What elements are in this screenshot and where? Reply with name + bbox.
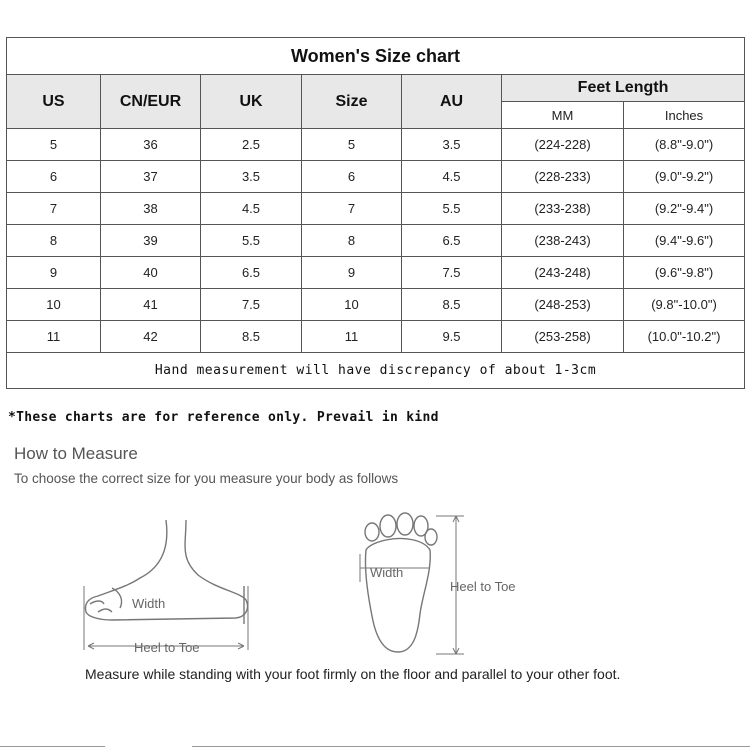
cell-au: 5.5 xyxy=(402,193,502,225)
cell-us: 8 xyxy=(7,225,101,257)
cell-us: 5 xyxy=(7,129,101,161)
cell-au: 3.5 xyxy=(402,129,502,161)
cell-mm: (243-248) xyxy=(502,257,624,289)
reference-note: *These charts are for reference only. Prevail in kind xyxy=(8,410,439,425)
table-row xyxy=(7,225,745,257)
cell-uk: 4.5 xyxy=(201,193,302,225)
cell-size: 10 xyxy=(302,289,402,321)
cell-au: 6.5 xyxy=(402,225,502,257)
cell-us: 11 xyxy=(7,321,101,353)
table-row xyxy=(7,161,745,193)
header-us: US xyxy=(7,75,101,129)
cell-inches: (9.2"-9.4") xyxy=(624,193,745,225)
cell-inches: (9.6"-9.8") xyxy=(624,257,745,289)
cell-mm: (248-253) xyxy=(502,289,624,321)
cell-inches: (9.0"-9.2") xyxy=(624,161,745,193)
cell-au: 9.5 xyxy=(402,321,502,353)
cell-cn-eur: 42 xyxy=(101,321,201,353)
cell-size: 5 xyxy=(302,129,402,161)
cell-uk: 3.5 xyxy=(201,161,302,193)
measure-caption: Measure while standing with your foot firmly on the floor and parallel to your other foot. xyxy=(85,666,621,682)
cell-mm: (253-258) xyxy=(502,321,624,353)
cell-cn-eur: 39 xyxy=(101,225,201,257)
cell-cn-eur: 41 xyxy=(101,289,201,321)
header-mm: MM xyxy=(502,102,624,129)
cell-cn-eur: 36 xyxy=(101,129,201,161)
table-row xyxy=(7,289,745,321)
cell-inches: (8.8"-9.0") xyxy=(624,129,745,161)
cell-uk: 8.5 xyxy=(201,321,302,353)
cell-uk: 2.5 xyxy=(201,129,302,161)
side-foot-icon xyxy=(84,520,248,650)
cell-cn-eur: 38 xyxy=(101,193,201,225)
table-title: Women's Size chart xyxy=(7,38,745,75)
header-inches: Inches xyxy=(624,102,745,129)
cell-mm: (224-228) xyxy=(502,129,624,161)
cell-us: 7 xyxy=(7,193,101,225)
cell-au: 8.5 xyxy=(402,289,502,321)
sole-foot-icon xyxy=(360,513,464,654)
table-row xyxy=(7,193,745,225)
size-chart-table xyxy=(6,37,745,389)
foot-measure-illustration xyxy=(0,500,750,660)
header-size: Size xyxy=(302,75,402,129)
cell-size: 7 xyxy=(302,193,402,225)
cell-inches: (10.0"-10.2") xyxy=(624,321,745,353)
cell-uk: 6.5 xyxy=(201,257,302,289)
cell-mm: (233-238) xyxy=(502,193,624,225)
header-uk: UK xyxy=(201,75,302,129)
sole-length-label: Heel to Toe xyxy=(450,579,516,594)
table-row xyxy=(7,257,745,289)
cell-uk: 5.5 xyxy=(201,225,302,257)
cell-mm: (228-233) xyxy=(502,161,624,193)
side-width-label: Width xyxy=(132,596,166,611)
header-au: AU xyxy=(402,75,502,129)
cell-size: 6 xyxy=(302,161,402,193)
side-length-label: Heel to Toe xyxy=(134,640,200,655)
cell-us: 9 xyxy=(7,257,101,289)
cell-cn-eur: 40 xyxy=(101,257,201,289)
header-feet-length: Feet Length xyxy=(502,75,745,102)
cell-inches: (9.8"-10.0") xyxy=(624,289,745,321)
table-row xyxy=(7,321,745,353)
how-to-measure-subtitle: To choose the correct size for you measure your body as follows xyxy=(14,471,399,486)
cell-us: 10 xyxy=(7,289,101,321)
cell-mm: (238-243) xyxy=(502,225,624,257)
header-cn-eur: CN/EUR xyxy=(101,75,201,129)
cell-size: 8 xyxy=(302,225,402,257)
cell-size: 11 xyxy=(302,321,402,353)
cell-us: 6 xyxy=(7,161,101,193)
divider xyxy=(0,746,105,747)
sole-width-label: Width xyxy=(370,565,404,580)
table-row xyxy=(7,129,745,161)
cell-size: 9 xyxy=(302,257,402,289)
cell-uk: 7.5 xyxy=(201,289,302,321)
table-note: Hand measurement will have discrepancy of about 1-3cm xyxy=(7,353,745,389)
cell-au: 7.5 xyxy=(402,257,502,289)
divider xyxy=(192,746,750,747)
cell-inches: (9.4"-9.6") xyxy=(624,225,745,257)
cell-au: 4.5 xyxy=(402,161,502,193)
how-to-measure-title: How to Measure xyxy=(14,444,138,463)
cell-cn-eur: 37 xyxy=(101,161,201,193)
